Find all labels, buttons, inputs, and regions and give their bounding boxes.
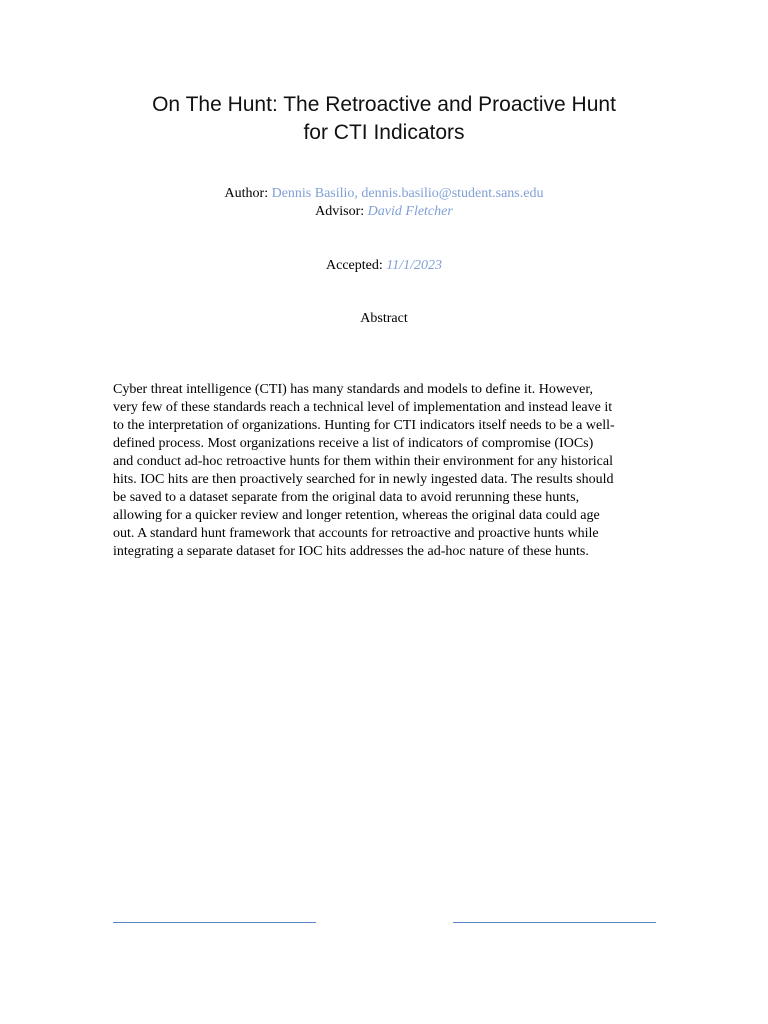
author-link[interactable]: Dennis Basilio, dennis.basilio@student.sans.edu xyxy=(271,186,544,201)
abstract-line: Cyber threat intelligence (CTI) has many standards and models to define it. However, xyxy=(113,382,593,397)
abstract-line: be saved to a dataset separate from the original data to avoid rerunning these hunts, xyxy=(113,490,580,505)
abstract-line: very few of these standards reach a technical level of implementation and instead leave it xyxy=(113,400,613,415)
abstract-line: and conduct ad-hoc retroactive hunts for them within their environment for any historical xyxy=(113,454,613,469)
abstract-line: out. A standard hunt framework that accounts for retroactive and proactive hunts while xyxy=(113,526,599,541)
advisor-label: Advisor: xyxy=(315,204,365,219)
accepted-label: Accepted: xyxy=(326,258,383,273)
abstract-line: integrating a separate dataset for IOC hits addresses the ad-hoc nature of these hunts. xyxy=(113,544,589,559)
footer-rule-right xyxy=(453,922,656,923)
abstract-line: allowing for a quicker review and longer retention, whereas the original data could age xyxy=(113,508,600,523)
footer-rule-left xyxy=(113,922,316,923)
paper-title-line-2: for CTI Indicators xyxy=(303,121,465,144)
author-line xyxy=(84,185,684,203)
abstract-line: hits. IOC hits are then proactively searched for in newly ingested data. The results should xyxy=(113,472,614,487)
abstract-heading: Abstract xyxy=(360,311,408,326)
abstract-line: to the interpretation of organizations. Hunting for CTI indicators itself needs to be a well- xyxy=(113,418,615,433)
accepted-date: 11/1/2023 xyxy=(386,258,442,273)
advisor-name: David Fletcher xyxy=(367,204,453,219)
paper-title-line-1: On The Hunt: The Retroactive and Proactive Hunt xyxy=(152,93,616,116)
author-label: Author: xyxy=(224,186,269,201)
accepted-line xyxy=(84,257,684,275)
paper-title xyxy=(84,91,684,147)
abstract-body xyxy=(113,381,658,561)
abstract-line: defined process. Most organizations receive a list of indicators of compromise (IOCs) xyxy=(113,436,594,451)
advisor-line xyxy=(84,203,684,221)
